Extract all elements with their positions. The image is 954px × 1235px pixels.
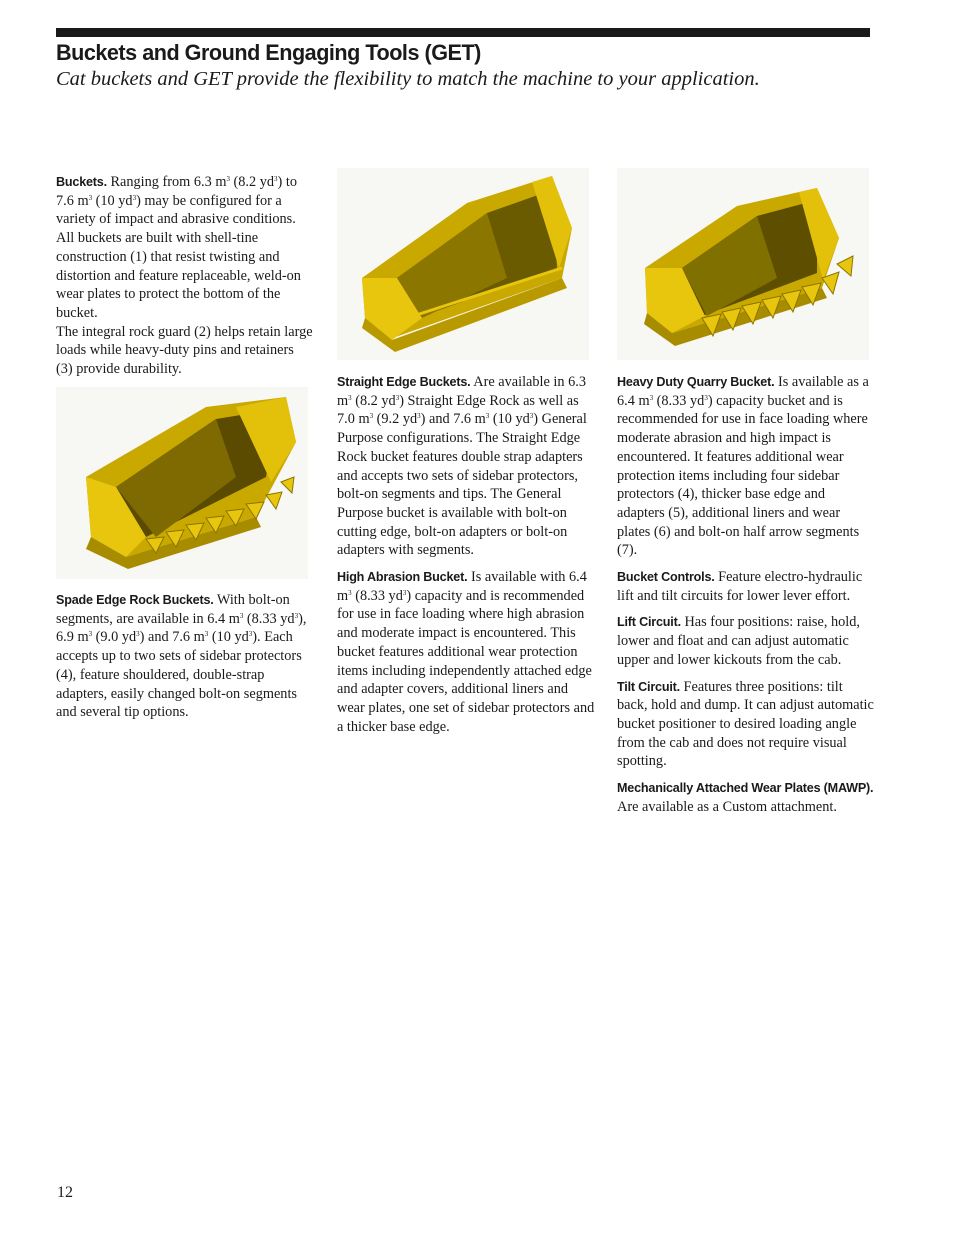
page-number: 12 <box>57 1184 73 1201</box>
column-left <box>56 173 314 387</box>
tilt-circuit-heading: Tilt Circuit. <box>617 679 680 694</box>
lift-circuit-paragraph: Lift Circuit. Has four positions: raise, hold, lower and float and can adjust automatic upper and lower kickouts from the cab. <box>617 614 860 668</box>
buckets-paragraph: Buckets. Ranging from 6.3 $m^3$ (8.2 $yd^3$) to 7.6 $m^3$ (10 $yd^3$) may be configured for a variety of impact and abrasive conditions. All buckets are built with shell-tine construction (1) that resist twisting and distortion and feature replaceable, weld-on wear plates to protect the bottom of the bucket. <box>56 174 301 321</box>
bucket-controls-heading: Bucket Controls. <box>617 570 715 585</box>
high-abrasion-heading: High Abrasion Bucket. <box>337 570 468 585</box>
high-abrasion-paragraph: High Abrasion Bucket. Is available with 6.4 $m^3$ (8.33 $yd^3$) capacity and is recommended for use in face loading where high abrasion and moderate impact is encountered. This bucket features additional wear protection items including independently attached edge and adapter covers, additional liners and wear plates, one set of sidebar protectors and a thicker base edge. <box>337 569 595 735</box>
mawp-heading: Mechanically Attached Wear Plates (MAWP). <box>617 781 874 796</box>
column-right <box>617 373 875 824</box>
straight-edge-bucket-image <box>337 168 589 360</box>
straight-bucket-illustration <box>337 168 589 360</box>
column-left-lower <box>56 591 314 730</box>
page-subtitle: Cat buckets and GET provide the flexibility to match the machine to your application. <box>56 68 760 90</box>
spade-bucket-illustration <box>56 387 308 579</box>
straight-edge-heading: Straight Edge Buckets. <box>337 375 471 389</box>
straight-edge-paragraph: Straight Edge Buckets. Are available in 6.3 $m^3$ (8.2 $yd^3$) Straight Edge Rock as well as 7.0 $m^3$ (9.2 $yd^3$) and 7.6 $m^3$ (10 $yd^3$) General Purpose configurations. The Straight Edge Rock bucket features double strap adapters and accepts two sets of sidebar protectors, bolt-on segments and tips. The General Purpose bucket is available with bolt-on cutting edge, bolt-on adapters or bolt-on adapters with segments. <box>337 374 587 559</box>
mawp-paragraph: Mechanically Attached Wear Plates (MAWP). Are available as a Custom attachment. <box>617 781 874 815</box>
buckets-heading: Buckets. <box>56 175 107 189</box>
tilt-circuit-paragraph: Tilt Circuit. Features three positions: tilt back, hold and dump. It can adjust automatic bucket positioner to desired loading angle from the cab and does not require visual spotting. <box>617 678 874 770</box>
spade-edge-rock-bucket-image <box>56 387 308 579</box>
quarry-bucket-illustration <box>617 168 869 360</box>
quarry-heading: Heavy Duty Quarry Bucket. <box>617 375 775 389</box>
column-middle <box>337 373 595 744</box>
bucket-controls-paragraph: Bucket Controls. Feature electro-hydraulic lift and tilt circuits for lower lever effort. <box>617 569 863 604</box>
quarry-paragraph: Heavy Duty Quarry Bucket. Is available as a 6.4 $m^3$ (8.33 $yd^3$) capacity bucket and is recommended for use in face loading where moderate abrasion and high impact is encountered. It features additional wear protection items including four sidebar protectors (4), thicker base edge and adapters (5), additional liners and wear plates (6) and bolt-on half arrow segments (7). <box>617 374 869 559</box>
lift-circuit-heading: Lift Circuit. <box>617 615 681 630</box>
spade-heading: Spade Edge Rock Buckets. <box>56 593 214 607</box>
page-title: Buckets and Ground Engaging Tools (GET) <box>56 40 481 65</box>
spade-paragraph: Spade Edge Rock Buckets. With bolt-on segments, are available in 6.4 $m^3$ (8.33 $yd^3$), 6.9 $m^3$ (9.0 $yd^3$) and 7.6 $m^3$ (10 $yd^3$). Each accepts up to two sets of sidebar protectors (4), feature shouldered, double-strap adapters, easily changed bolt-on segments and several tip options. <box>56 592 307 721</box>
top-rule <box>56 28 870 37</box>
heavy-duty-quarry-bucket-image <box>617 168 869 360</box>
buckets-paragraph-2: The integral rock guard (2) helps retain large loads while heavy-duty pins and retainers (3) provide durability. <box>56 323 313 378</box>
